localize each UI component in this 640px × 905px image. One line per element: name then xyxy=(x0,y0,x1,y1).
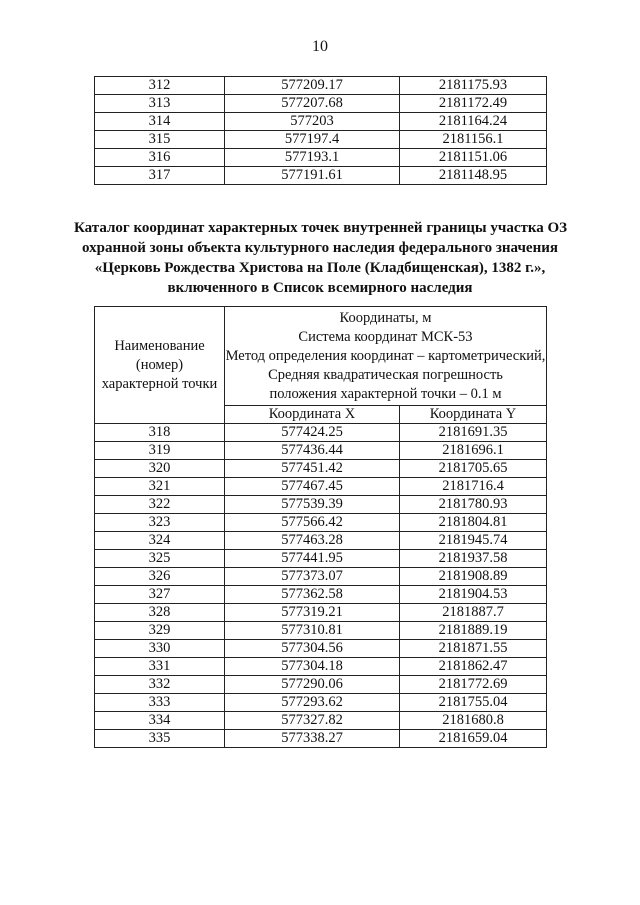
coordinate-x-cell: 577193.1 xyxy=(225,149,400,167)
table-row xyxy=(95,730,547,748)
coordinate-x-cell: 577327.82 xyxy=(225,712,400,730)
coordinate-x-cell: 577539.39 xyxy=(225,496,400,514)
point-name-header-line: (номер) xyxy=(135,356,184,373)
main-coordinates-table xyxy=(94,306,547,748)
point-number-cell: 329 xyxy=(95,622,225,640)
point-number-cell: 321 xyxy=(95,478,225,496)
coordinate-x-cell: 577436.44 xyxy=(225,442,400,460)
coordinate-y-cell: 2181696.1 xyxy=(400,442,547,460)
table-row xyxy=(95,95,547,113)
coordinate-x-cell: 577197.4 xyxy=(225,131,400,149)
table-row xyxy=(95,113,547,131)
coordinate-y-cell: 2181780.93 xyxy=(400,496,547,514)
coordinate-y-cell: 2181716.4 xyxy=(400,478,547,496)
coordinate-y-cell: 2181871.55 xyxy=(400,640,547,658)
coordinate-x-cell: 577290.06 xyxy=(225,676,400,694)
table-row xyxy=(95,604,547,622)
point-number-cell: 325 xyxy=(95,550,225,568)
coordinate-y-cell: 2181908.89 xyxy=(400,568,547,586)
coordinate-y-cell: 2181691.35 xyxy=(400,424,547,442)
point-number-cell: 318 xyxy=(95,424,225,442)
point-number-cell: 322 xyxy=(95,496,225,514)
point-number-cell: 331 xyxy=(95,658,225,676)
coordinate-y-cell: 2181904.53 xyxy=(400,586,547,604)
point-number-cell: 326 xyxy=(95,568,225,586)
table-row xyxy=(95,676,547,694)
point-number-cell: 333 xyxy=(95,694,225,712)
coordinates-header-line: положения характерной точки – 0.1 м xyxy=(269,386,502,402)
table-row xyxy=(95,586,547,604)
table-row xyxy=(95,514,547,532)
main-table-header xyxy=(95,307,547,424)
point-number-cell: 323 xyxy=(95,514,225,532)
coordinate-y-cell: 2181755.04 xyxy=(400,694,547,712)
coordinate-y-cell: 2181772.69 xyxy=(400,676,547,694)
point-number-cell: 324 xyxy=(95,532,225,550)
point-number-cell: 328 xyxy=(95,604,225,622)
point-number-cell: 316 xyxy=(95,149,225,167)
coordinate-x-cell: 577373.07 xyxy=(225,568,400,586)
caption-line: охранной зоны объекта культурного наследия федерального значения xyxy=(82,240,558,256)
coordinate-y-cell: 2181705.65 xyxy=(400,460,547,478)
table-row xyxy=(95,478,547,496)
coordinate-x-cell: 577304.56 xyxy=(225,640,400,658)
table-row xyxy=(95,550,547,568)
point-number-cell: 312 xyxy=(95,77,225,95)
table-row xyxy=(95,496,547,514)
point-number-cell: 315 xyxy=(95,131,225,149)
coordinate-y-cell: 2181804.81 xyxy=(400,514,547,532)
coordinate-x-cell: 577566.42 xyxy=(225,514,400,532)
coordinate-x-cell: 577441.95 xyxy=(225,550,400,568)
caption-line: Каталог координат характерных точек внутренней границы участка ОЗ xyxy=(74,220,568,236)
coordinate-y-cell: 2181151.06 xyxy=(400,149,547,167)
coordinate-x-cell: 577203 xyxy=(225,113,400,131)
point-name-header-line: характерной точки xyxy=(101,375,218,392)
table-row xyxy=(95,167,547,185)
page-number: 10 xyxy=(312,38,328,55)
coordinate-y-cell: 2181680.8 xyxy=(400,712,547,730)
table-row xyxy=(95,149,547,167)
coordinates-header xyxy=(225,307,547,406)
table-row xyxy=(95,460,547,478)
caption-line: включенного в Список всемирного наследия xyxy=(167,280,473,296)
coordinate-x-cell: 577463.28 xyxy=(225,532,400,550)
point-number-cell: 330 xyxy=(95,640,225,658)
coordinate-y-cell: 2181164.24 xyxy=(400,113,547,131)
top-table-body xyxy=(95,77,547,185)
table-row xyxy=(95,77,547,95)
table-row xyxy=(95,694,547,712)
coordinate-x-cell: 577319.21 xyxy=(225,604,400,622)
coordinate-x-cell: 577209.17 xyxy=(225,77,400,95)
table-row xyxy=(95,622,547,640)
coordinate-x-header: Координата X xyxy=(225,406,400,424)
coordinate-x-cell: 577304.18 xyxy=(225,658,400,676)
coordinate-y-cell: 2181945.74 xyxy=(400,532,547,550)
table-row xyxy=(95,658,547,676)
coordinates-header-line: Система координат МСК-53 xyxy=(298,329,473,345)
point-number-cell: 320 xyxy=(95,460,225,478)
coordinates-header-line: Средняя квадратическая погрешность xyxy=(268,367,503,383)
point-name-header-line: Наименование xyxy=(114,337,205,354)
point-number-cell: 313 xyxy=(95,95,225,113)
coordinate-x-cell: 577207.68 xyxy=(225,95,400,113)
coordinate-x-cell: 577338.27 xyxy=(225,730,400,748)
point-number-cell: 317 xyxy=(95,167,225,185)
coordinate-x-cell: 577293.62 xyxy=(225,694,400,712)
point-number-cell: 335 xyxy=(95,730,225,748)
coordinate-x-cell: 577424.25 xyxy=(225,424,400,442)
coordinate-x-cell: 577467.45 xyxy=(225,478,400,496)
coordinate-y-cell: 2181862.47 xyxy=(400,658,547,676)
point-name-header xyxy=(95,307,225,424)
main-table-body xyxy=(95,424,547,748)
coordinate-y-cell: 2181156.1 xyxy=(400,131,547,149)
point-number-cell: 319 xyxy=(95,442,225,460)
coordinate-y-cell: 2181889.19 xyxy=(400,622,547,640)
point-number-cell: 332 xyxy=(95,676,225,694)
coordinate-y-cell: 2181148.95 xyxy=(400,167,547,185)
point-number-cell: 334 xyxy=(95,712,225,730)
coordinate-y-cell: 2181659.04 xyxy=(400,730,547,748)
coordinate-x-cell: 577310.81 xyxy=(225,622,400,640)
table-row xyxy=(95,568,547,586)
table-row xyxy=(95,532,547,550)
table-row xyxy=(95,712,547,730)
table-row xyxy=(95,424,547,442)
coordinate-y-cell: 2181175.93 xyxy=(400,77,547,95)
coordinate-y-cell: 2181172.49 xyxy=(400,95,547,113)
coordinates-header-line: Координаты, м xyxy=(339,310,432,326)
point-number-cell: 314 xyxy=(95,113,225,131)
table-row xyxy=(95,442,547,460)
coordinate-y-cell: 2181887.7 xyxy=(400,604,547,622)
table-row xyxy=(95,640,547,658)
coordinate-x-cell: 577451.42 xyxy=(225,460,400,478)
table-row xyxy=(95,131,547,149)
point-number-cell: 327 xyxy=(95,586,225,604)
caption-line: «Церковь Рождества Христова на Поле (Кладбищенская), 1382 г.», xyxy=(94,260,546,276)
coordinate-y-header: Координата Y xyxy=(400,406,547,424)
coordinate-x-cell: 577191.61 xyxy=(225,167,400,185)
coordinate-x-cell: 577362.58 xyxy=(225,586,400,604)
coordinates-header-line: Метод определения координат – картометрический, xyxy=(225,348,546,364)
coordinate-y-cell: 2181937.58 xyxy=(400,550,547,568)
top-coordinates-table xyxy=(94,76,547,185)
catalog-caption xyxy=(74,218,566,298)
